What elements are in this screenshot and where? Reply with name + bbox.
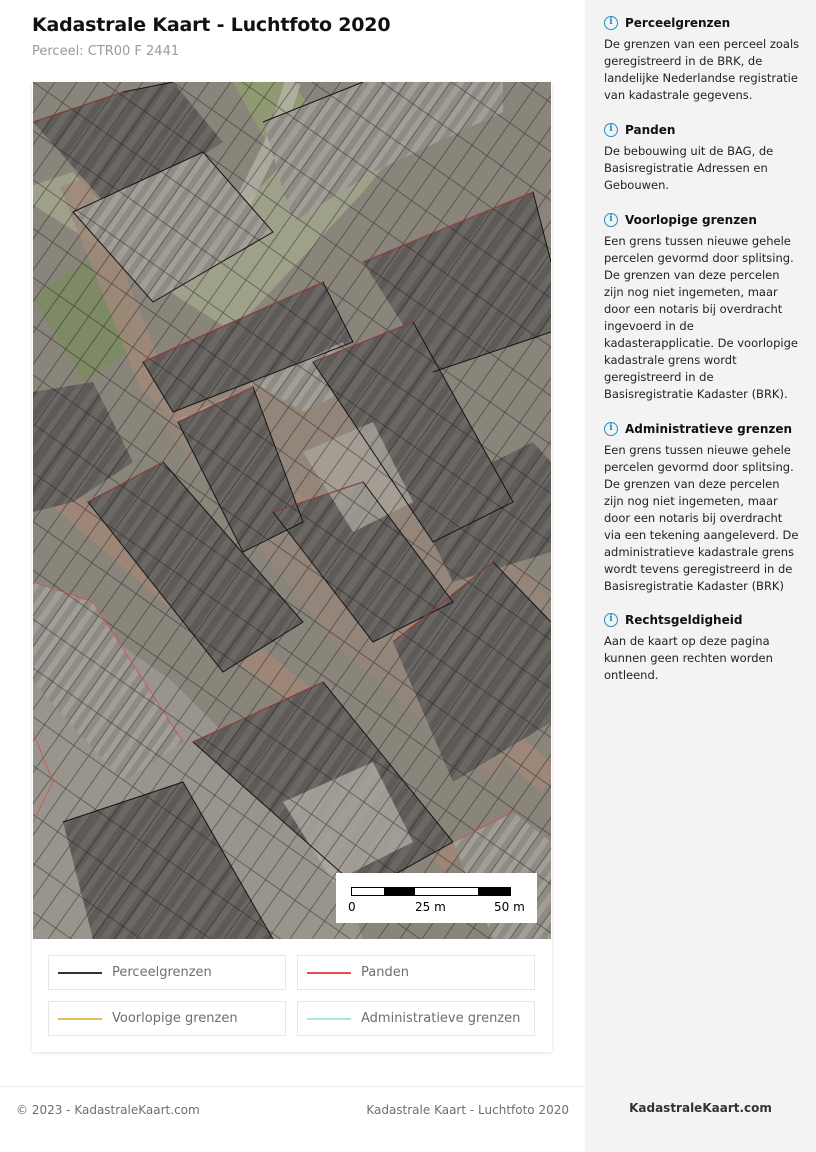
aerial-map — [33, 82, 551, 939]
info-text: De bebouwing uit de BAG, de Basisregistratie Adressen en Gebouwen. — [604, 144, 774, 192]
legend-swatch-perceelgrenzen — [58, 972, 102, 974]
info-title: Panden — [625, 123, 676, 137]
map-card — [32, 82, 552, 1052]
legend-panden — [297, 955, 535, 990]
info-title: Voorlopige grenzen — [625, 213, 757, 227]
info-voorlopige-grenzen — [604, 211, 800, 403]
info-icon: i — [604, 422, 618, 436]
legend-label-panden: Panden — [361, 965, 409, 980]
info-text: Een grens tussen nieuwe gehele percelen gevormd door splitsing. De grenzen van deze percelen zijn nog niet ingemeten, maar door een notaris bij overdracht ingevoerd in de kadasterapplicatie. De voorlopige kadastrale grens wordt geregistreerd in de Basisregistratie Kadaster (BRK). — [604, 234, 798, 401]
scale-label-50: 50 m — [494, 900, 525, 914]
info-title: Perceelgrenzen — [625, 16, 731, 30]
footer-document-title: Kadastrale Kaart - Luchtfoto 2020 — [366, 1103, 569, 1117]
parcel-subtitle: Perceel: CTR00 F 2441 — [32, 44, 180, 59]
scale-bar — [336, 873, 537, 923]
legend-administratieve-grenzen — [297, 1001, 535, 1036]
info-panden — [604, 121, 800, 194]
scale-bar-graphic — [351, 887, 511, 896]
info-perceelgrenzen — [604, 14, 800, 104]
footer-copyright: © 2023 - KadastraleKaart.com — [16, 1103, 200, 1117]
legend-label-voorlopige: Voorlopige grenzen — [112, 1011, 238, 1026]
legend-swatch-administratieve — [307, 1018, 351, 1020]
legend-swatch-voorlopige — [58, 1018, 102, 1020]
info-title: Rechtsgeldigheid — [625, 613, 743, 627]
legend-label-perceelgrenzen: Perceelgrenzen — [112, 965, 212, 980]
legend-voorlopige-grenzen — [48, 1001, 286, 1036]
brand-name[interactable]: KadastraleKaart.com — [629, 1101, 772, 1115]
info-icon: i — [604, 16, 618, 30]
page-footer — [0, 1086, 585, 1152]
legend-perceelgrenzen — [48, 955, 286, 990]
scale-label-0: 0 — [348, 900, 356, 914]
info-rechtsgeldigheid — [604, 611, 800, 684]
info-icon: i — [604, 123, 618, 137]
info-icon: i — [604, 213, 618, 227]
info-icon: i — [604, 613, 618, 627]
info-sidebar — [585, 0, 816, 1152]
aerial-map-image — [33, 82, 551, 939]
info-text: Een grens tussen nieuwe gehele percelen gevormd door splitsing. De grenzen van deze percelen zijn nog niet ingemeten, maar door een notaris bij overdracht via een tekening aangeleverd. De administratieve kadastrale grens wordt tevens geregistreerd in de Basisregistratie Kadaster (BRK) — [604, 443, 799, 593]
info-title: Administratieve grenzen — [625, 422, 793, 436]
page-title: Kadastrale Kaart - Luchtfoto 2020 — [32, 14, 391, 36]
info-text: Aan de kaart op deze pagina kunnen geen rechten worden ontleend. — [604, 634, 773, 682]
legend-label-administratieve: Administratieve grenzen — [361, 1011, 521, 1026]
scale-label-25: 25 m — [415, 900, 446, 914]
info-text: De grenzen van een perceel zoals geregistreerd in de BRK, de landelijke Nederlandse registratie van kadastrale gegevens. — [604, 37, 800, 102]
info-administratieve-grenzen — [604, 420, 800, 595]
legend-swatch-panden — [307, 972, 351, 974]
